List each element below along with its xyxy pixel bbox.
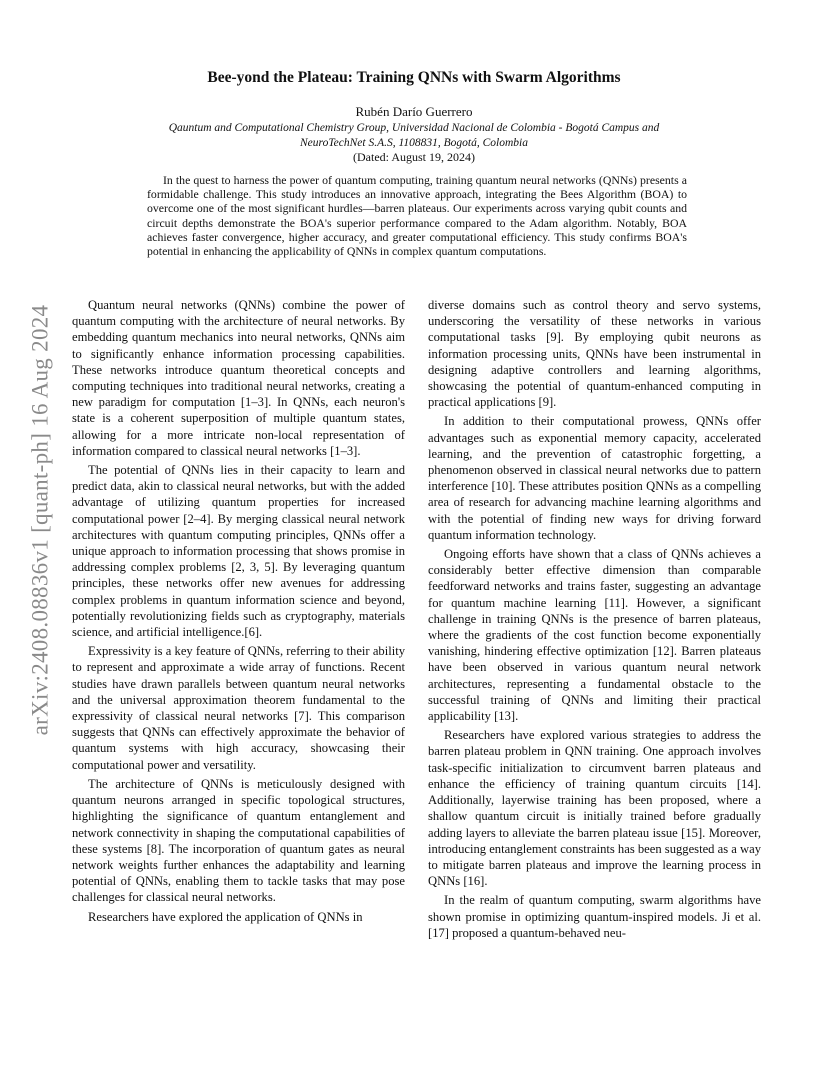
affiliation-line-1: Qauntum and Computational Chemistry Group, Universidad Nacional de Colombia - Bogotá Campus and	[168, 122, 660, 134]
left-column	[72, 297, 405, 928]
arxiv-stamp-text: arXiv:2408.08836v1 [quant-ph] 16 Aug 2024	[27, 304, 53, 736]
paragraph: The potential of QNNs lies in their capacity to learn and predict data, akin to classical neural networks, but with the added advantage of utilizing quantum properties for increased computational power [2–4]. By merging classical neural network architectures with quantum computing principles, QNNs offer a unique approach to information processing that shows promise in addressing complex problems [2, 3, 5]. By leveraging quantum principles, these networks offer new avenues for addressing complex problems in quantum information science and beyond, potentially revolutionizing fields such as cryptography, materials science, and artificial intelligence.[6].	[72, 463, 405, 640]
paragraph: Researchers have explored the application of QNNs in	[88, 909, 363, 924]
date-line: (Dated: August 19, 2024)	[353, 150, 475, 164]
paragraph-continued: diverse domains such as control theory and servo systems, underscoring the versatility of these networks in various computational tasks [9]. By employing qubit neurons as information processing units, QNNs have been instrumental in designing adaptive controllers and learning algorithms, showcasing the potential of quantum-enhanced computing in practical applications [9].	[428, 298, 761, 410]
affiliation	[110, 121, 718, 150]
paragraph: Researchers have explored various strategies to address the barren plateau problem in QNN training. One approach involves task-specific initialization to circumvent barren plateaus and enhance the efficiency of training quantum circuits [14]. Additionally, layerwise training has been proposed, where a shallow quantum circuit is initially trained before gradually adding layers to alleviate the barren plateau issue [15]. Moreover, introducing entanglement constraints has been suggested as a way to mitigate barren plateaus and improve the learning process in QNNs [16].	[428, 728, 761, 889]
paragraph: The architecture of QNNs is meticulously designed with quantum neurons arranged in specific topological structures, highlighting the significance of quantum entanglement and network connectivity in shaping the computational capabilities of these systems [8]. The incorporation of quantum gates as neural network weights further enhances the adaptability and learning potential of QNNs, enabling them to tackle tasks that may pose challenges for classical neural networks.	[72, 776, 405, 905]
paragraph: In the realm of quantum computing, swarm algorithms have shown promise in optimizing quantum-inspired models. Ji et al. [17] proposed a quantum-behaved neu-	[428, 893, 761, 940]
paragraph: Ongoing efforts have shown that a class of QNNs achieves a considerably better effective dimension than comparable feedforward networks and trains faster, suggesting an advantage for quantum machine learning [11]. However, a significant challenge in training QNNs is the presence of barren plateaus, where the gradients of the cost function become exponentially vanishing, hindering effective optimization [12]. Barren plateaus have been observed in various quantum neural network architectures, representing a fundamental obstacle to the successful training of QNNs and limiting their practical applicability [13].	[428, 547, 761, 724]
paper-title: Bee-yond the Plateau: Training QNNs with Swarm Algorithms	[207, 69, 621, 86]
affiliation-line-2: NeuroTechNet S.A.S, 1108831, Bogotá, Colombia	[300, 136, 528, 149]
author-name: Rubén Darío Guerrero	[355, 104, 473, 119]
paragraph: Expressivity is a key feature of QNNs, referring to their ability to represent and approximate a wide array of functions. Recent studies have drawn parallels between quantum neural networks and the universal approximation theorem fundamental to the expressivity of classical neural networks [7]. This comparison suggests that QNNs can effectively approximate the behavior of quantum systems with high accuracy, showcasing their computational power and versatility.	[72, 644, 405, 772]
paragraph: Quantum neural networks (QNNs) combine the power of quantum computing with the architecture of neural networks. By embedding quantum mechanics into neural networks, QNNs aim to significantly enhance information processing capabilities. These networks introduce quantum theoretical concepts and computing techniques into traditional neural networks, creating a new paradigm for computation [1–3]. In QNNs, each neuron's state is a coherent superposition of multiple quantum states, allowing for a more intricate non-local representation of information compared to classical neural networks [1–3].	[72, 298, 405, 458]
paragraph: In addition to their computational prowess, QNNs offer advantages such as exponential memory capacity, accelerated learning, and the prevention of catastrophic forgetting, a phenomenon observed in classical neural networks due to pattern interference [10]. These attributes position QNNs as a compelling area of research for advancing machine learning algorithms and with the potential of finding new ways for driving forward quantum information technology.	[428, 414, 761, 542]
right-column	[428, 297, 761, 944]
arxiv-identifier-stamp	[22, 270, 58, 770]
abstract: In the quest to harness the power of quantum computing, training quantum neural networks (QNNs) presents a formidable challenge. This study introduces an innovative approach, integrating the Bees Algorithm (BOA) to overcome one of the most significant hurdles—barren plateaus. Our experiments across varying qubit counts and circuit depths demonstrate the BOA's superior performance compared to the Adam algorithm. Notably, BOA achieves faster convergence, higher accuracy, and greater computational efficiency. This study confirms BOA's potential in enhancing the applicability of QNNs in complex quantum computations.	[147, 173, 687, 259]
